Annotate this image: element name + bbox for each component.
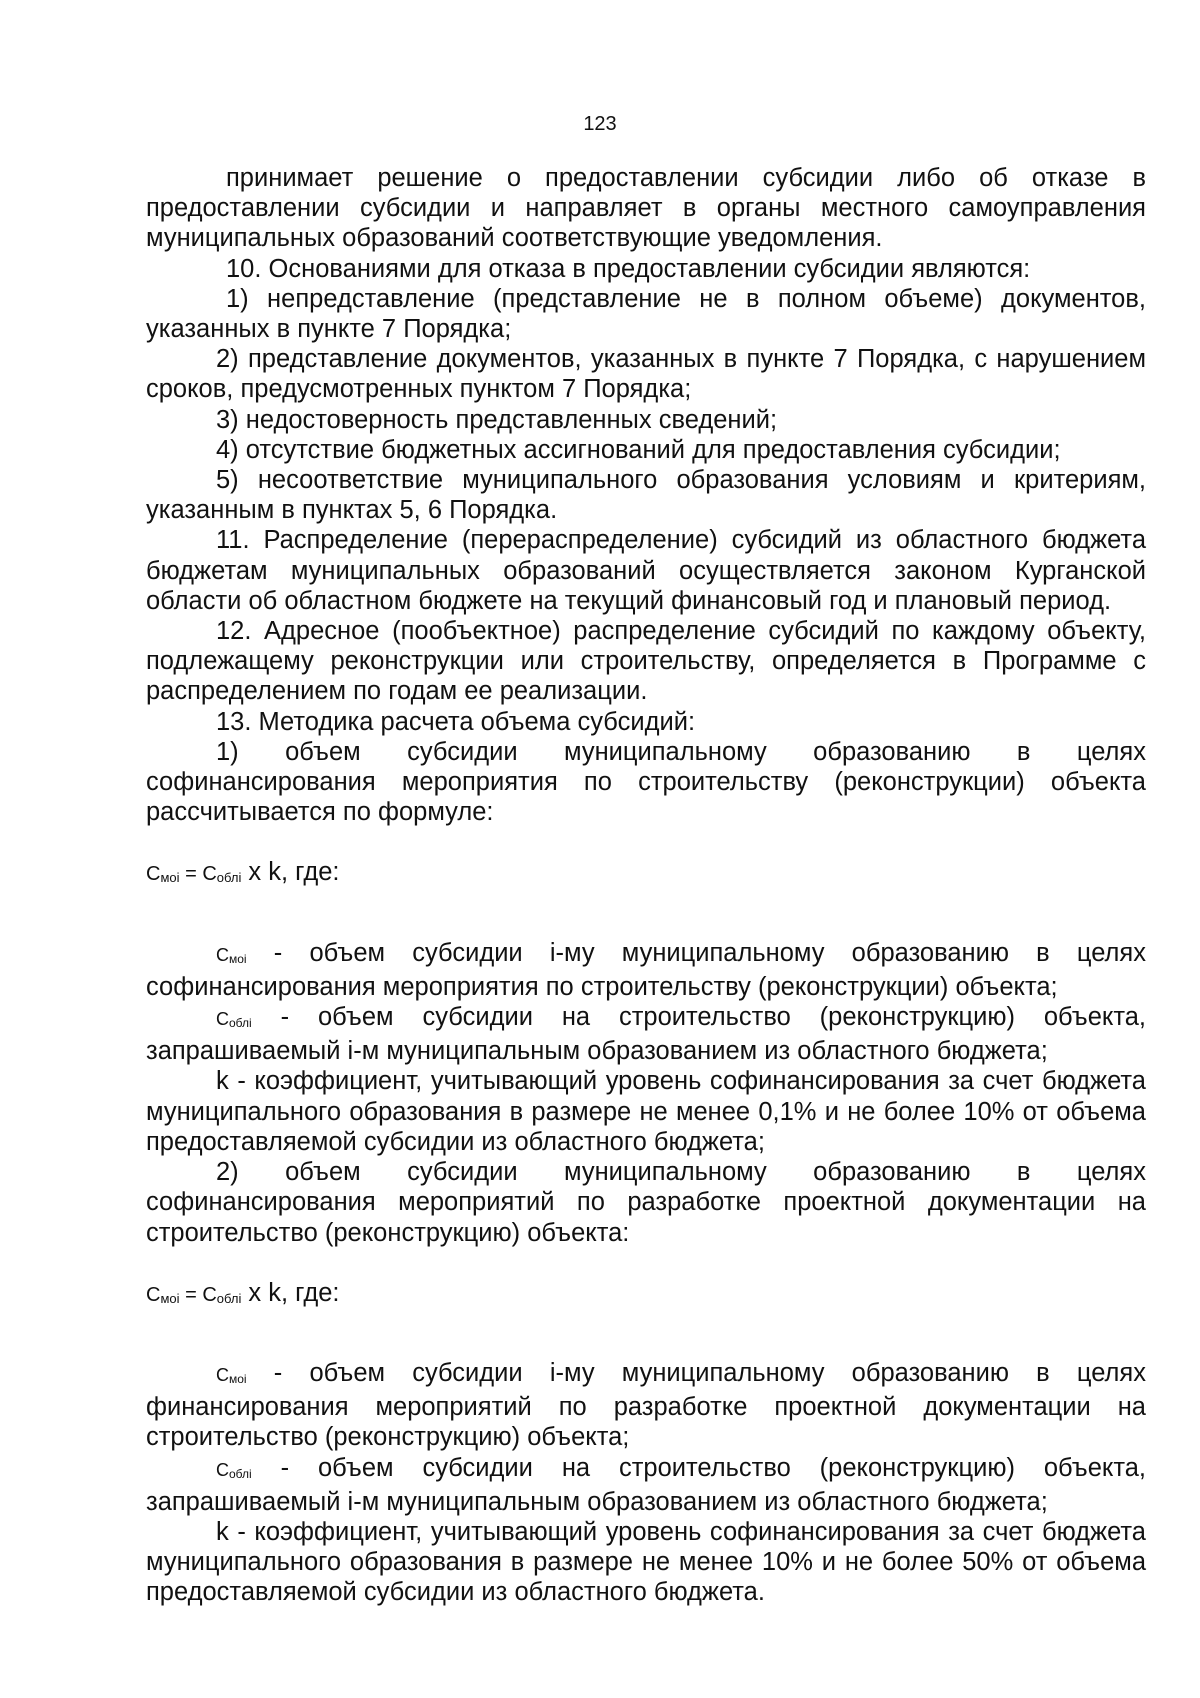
page-number: 123 (583, 113, 617, 135)
definition-2-cobli: $C_{облi}$ - объем субсидии на строительство (реконструкцию) объекта, запрашиваемый i-м муниципальным образованием из областного бюджета; (146, 1453, 1146, 1516)
definition-1-cobli: $C_{облi}$ - объем субсидии на строительство (реконструкцию) объекта, запрашиваемый i-м муниципальным образованием из областного бюджета; (146, 1003, 1146, 1066)
paragraph-13-2: 2) объем субсидии муниципальному образованию в целях софинансирования мероприятий по разработке проектной документации на строительство (реконструкцию) объекта: (146, 1158, 1146, 1247)
formula-2: $C_{моi} = C_{облi}$ x k, где: (146, 1278, 340, 1307)
document-body (146, 163, 1146, 1608)
paragraph-12: 12. Адресное (пообъектное) распределение субсидий по каждому объекту, подлежащему реконструкции или строительству, определяется в Программе с распределением по годам ее реализации. (146, 617, 1146, 706)
definition-2-k: k - коэффициент, учитывающий уровень софинансирования за счет бюджета муниципального образования в размере не менее 10% и не более 50% от объема предоставляемой субсидии из областного бюджета. (146, 1517, 1146, 1607)
paragraph-10-1: 1) непредставление (представление не в полном объеме) документов, указанных в пункте 7 Порядка; (146, 284, 1146, 344)
paragraph-13-1: 1) объем субсидии муниципальному образованию в целях софинансирования мероприятия по строительству (реконструкции) объекта рассчитывается по формуле: (146, 737, 1146, 827)
definition-1-k: k - коэффициент, учитывающий уровень софинансирования за счет бюджета муниципального образования в размере не менее 0,1% и не более 10% от объема предоставляемой субсидии из областного бюджета; (146, 1067, 1146, 1156)
formula-symbol-cmoi: $C_{моi}$ (146, 863, 180, 886)
paragraph-10-3: 3) недостоверность представленных сведений; (216, 405, 778, 434)
paragraph-10-5: 5) несоответствие муниципального образования условиям и критериям, указанным в пунктах 5, 6 Порядка. (146, 466, 1146, 525)
definition-1-cmoi: $C_{моi}$ - объем субсидии i-му муниципальному образованию в целях софинансирования мероприятия по строительству (реконструкции) объекта; (146, 938, 1146, 1001)
formula-1: $C_{моi} = C_{облi}$ x k, где: (146, 858, 340, 887)
paragraph-11: 11. Распределение (перераспределение) субсидий из областного бюджета бюджетам муниципальных образований осуществляется законом Курганской области об областном бюджете на текущий финансовый год и плановый период. (146, 526, 1146, 615)
formula-symbol-cobli: $C_{облi}$ (202, 863, 242, 886)
paragraph-10-2: 2) представление документов, указанных в пункте 7 Порядка, с нарушением сроков, предусмотренных пунктом 7 Порядка; (146, 345, 1146, 404)
paragraph-intro: принимает решение о предоставлении субсидии либо об отказе в предоставлении субсидии и направляет в органы местного самоуправления муниципальных образований соответствующие уведомления. (146, 164, 1146, 253)
paragraph-10-4: 4) отсутствие бюджетных ассигнований для предоставления субсидии; (216, 435, 1061, 464)
definition-2-cmoi: $C_{моi}$ - объем субсидии i-му муниципальному образованию в целях финансирования мероприятий по разработке проектной документации на строительство (реконструкцию) объекта; (146, 1358, 1146, 1452)
paragraph-13: 13. Методика расчета объема субсидий: (216, 707, 696, 736)
paragraph-10: 10. Основаниями для отказа в предоставлении субсидии являются: (226, 254, 1031, 283)
